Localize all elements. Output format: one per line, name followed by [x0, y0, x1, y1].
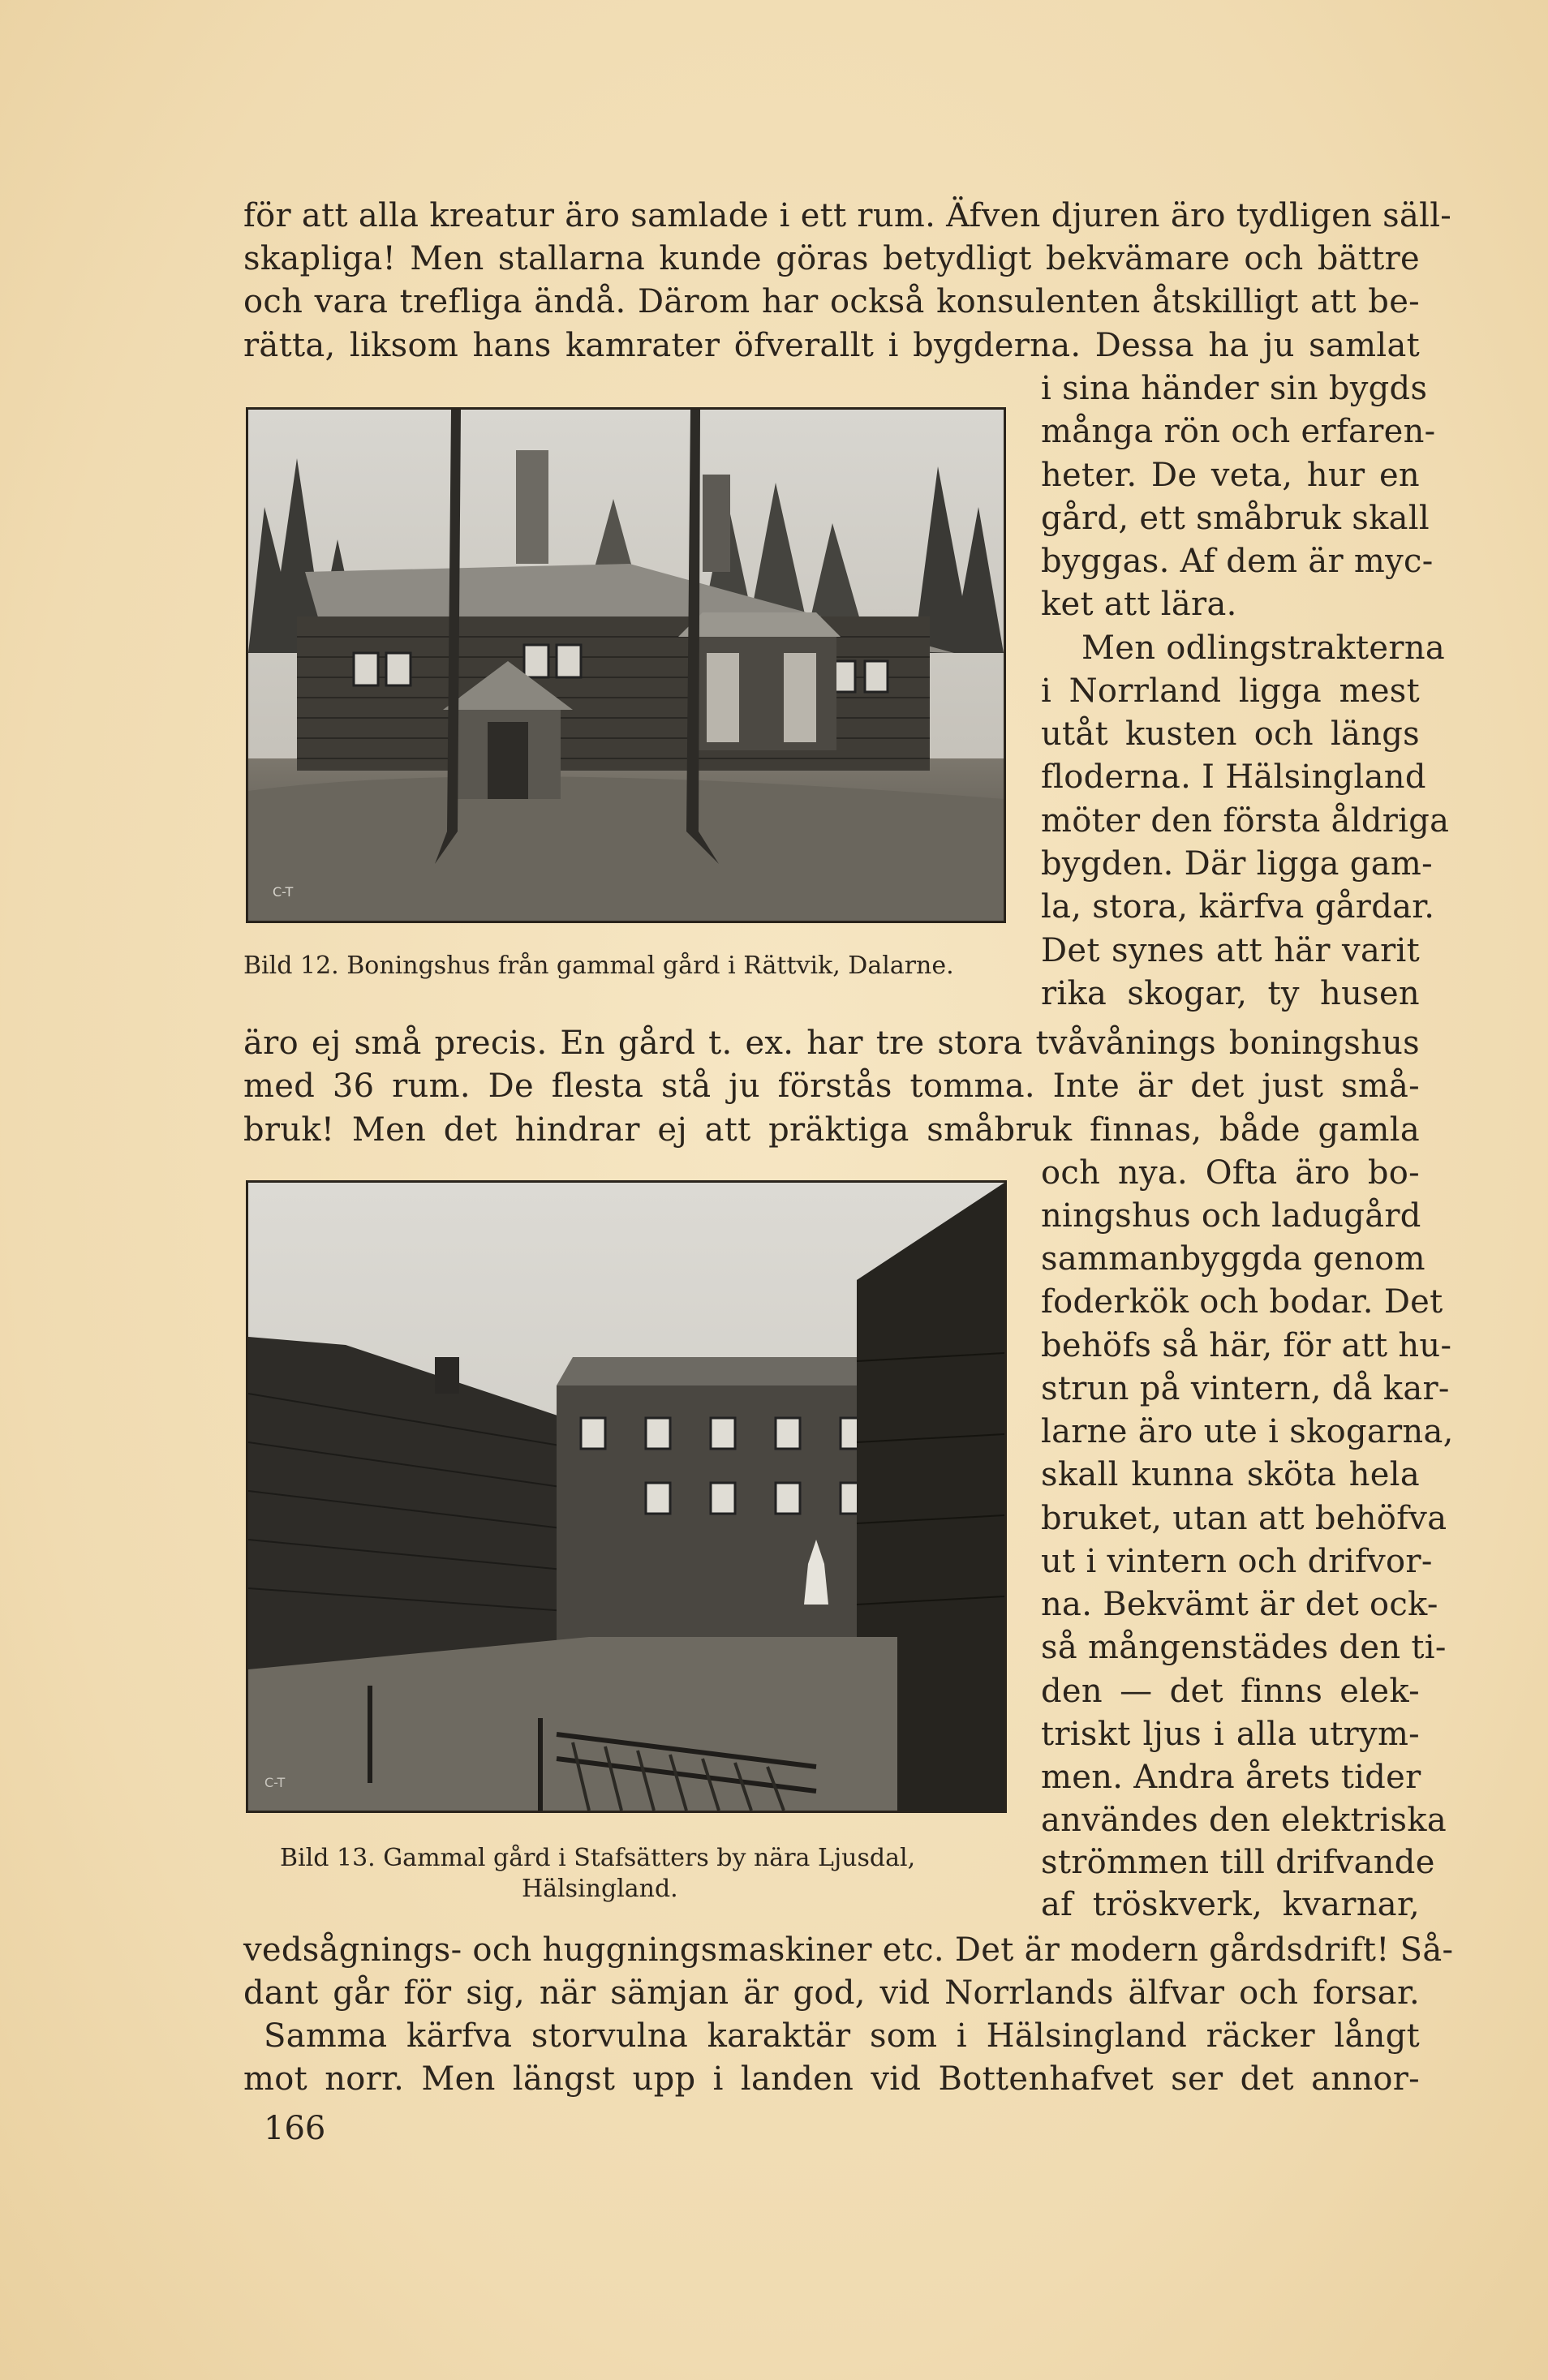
text-line: Det synes att här varit	[1041, 932, 1420, 969]
text-line: sammanbyggda genom	[1041, 1240, 1425, 1278]
text-line: ningshus och ladugård	[1041, 1197, 1421, 1235]
text-line: användes den elektriska	[1041, 1802, 1447, 1839]
text-line: i Norrland ligga mest	[1041, 672, 1420, 710]
text-line: för att alla kreatur äro samlade i ett rum. Äfven djuren äro tydligen säll-	[243, 197, 1452, 234]
figure-caption: Bild 13. Gammal gård i Stafsätters by nära Ljusdal,	[280, 1844, 916, 1872]
text-line: Samma kärfva storvulna karaktär som i Hälsingland räcker långt	[264, 2017, 1420, 2055]
text-line: foderkök och bodar. Det	[1041, 1283, 1443, 1321]
svg-text:C-T: C-T	[264, 1775, 286, 1790]
photo-gammal-gard-stafsatter	[246, 1180, 1007, 1813]
text-line: utåt kusten och längs	[1041, 715, 1420, 753]
text-line: i sina händer sin bygds	[1041, 370, 1428, 407]
text-line: gård, ett småbruk skall	[1041, 500, 1430, 537]
text-line: na. Bekvämt är det ock-	[1041, 1586, 1438, 1623]
page-number: 166	[264, 2110, 326, 2147]
text-line: byggas. Af dem är myc-	[1041, 543, 1434, 580]
text-line: äro ej små precis. En gård t. ex. har tre stora tvåvånings boningshus	[243, 1025, 1420, 1062]
text-line: bygden. Där ligga gam-	[1041, 845, 1433, 883]
text-line: rika skogar, ty husen	[1041, 975, 1420, 1012]
text-line: triskt ljus i alla utrym-	[1041, 1716, 1420, 1753]
text-line: rätta, liksom hans kamrater öfverallt i bygderna. Dessa ha ju samlat	[243, 327, 1420, 364]
text-line: möter den första åldriga	[1041, 802, 1450, 840]
text-line: många rön och erfaren-	[1041, 413, 1436, 450]
figure-caption: Bild 12. Boningshus från gammal gård i Rättvik, Dalarne.	[243, 952, 954, 980]
text-line: larne äro ute i skogarna,	[1041, 1413, 1454, 1450]
text-line: ket att lära.	[1041, 586, 1237, 623]
svg-text:C-T: C-T	[273, 884, 294, 900]
text-line: bruket, utan att behöfva	[1041, 1500, 1447, 1537]
text-line: ut i vintern och drifvor-	[1041, 1543, 1433, 1580]
text-line: skall kunna sköta hela	[1041, 1456, 1420, 1493]
text-line: den — det finns elek-	[1041, 1673, 1420, 1710]
text-line: mot norr. Men längst upp i landen vid Bottenhafvet ser det annor-	[243, 2060, 1420, 2098]
text-line: skapliga! Men stallarna kunde göras betydligt bekvämare och bättre	[243, 240, 1420, 277]
figure-caption: Hälsingland.	[522, 1875, 678, 1903]
text-line: med 36 rum. De flesta stå ju förstås tomma. Inte är det just små-	[243, 1068, 1420, 1105]
text-line: bruk! Men det hindrar ej att präktiga småbruk finnas, både gamla	[243, 1111, 1420, 1149]
text-line: och nya. Ofta äro bo-	[1041, 1154, 1420, 1192]
text-line: behöfs så här, för att hu-	[1041, 1327, 1452, 1364]
text-line: och vara trefliga ändå. Därom har också konsulenten åtskilligt att be-	[243, 283, 1420, 320]
text-line: floderna. I Hälsingland	[1041, 758, 1426, 796]
text-line: heter. De veta, hur en	[1041, 457, 1420, 494]
text-line: vedsågnings- och huggningsmaskiner etc. Det är modern gårdsdrift! Så-	[243, 1931, 1454, 1969]
text-line: strömmen till drifvande	[1041, 1844, 1435, 1881]
text-line: Men odlingstrakterna	[1081, 629, 1446, 667]
text-line: af tröskverk, kvarnar,	[1041, 1886, 1420, 1923]
text-line: strun på vintern, då kar-	[1041, 1370, 1450, 1407]
text-line: så mångenstädes den ti-	[1041, 1629, 1447, 1666]
text-line: la, stora, kärfva gårdar.	[1041, 888, 1435, 926]
text-line: dant går för sig, när sämjan är god, vid Norrlands älfvar och forsar.	[243, 1974, 1420, 2012]
photo-boningshus-rattvik	[246, 407, 1006, 923]
text-line: men. Andra årets tider	[1041, 1759, 1421, 1796]
